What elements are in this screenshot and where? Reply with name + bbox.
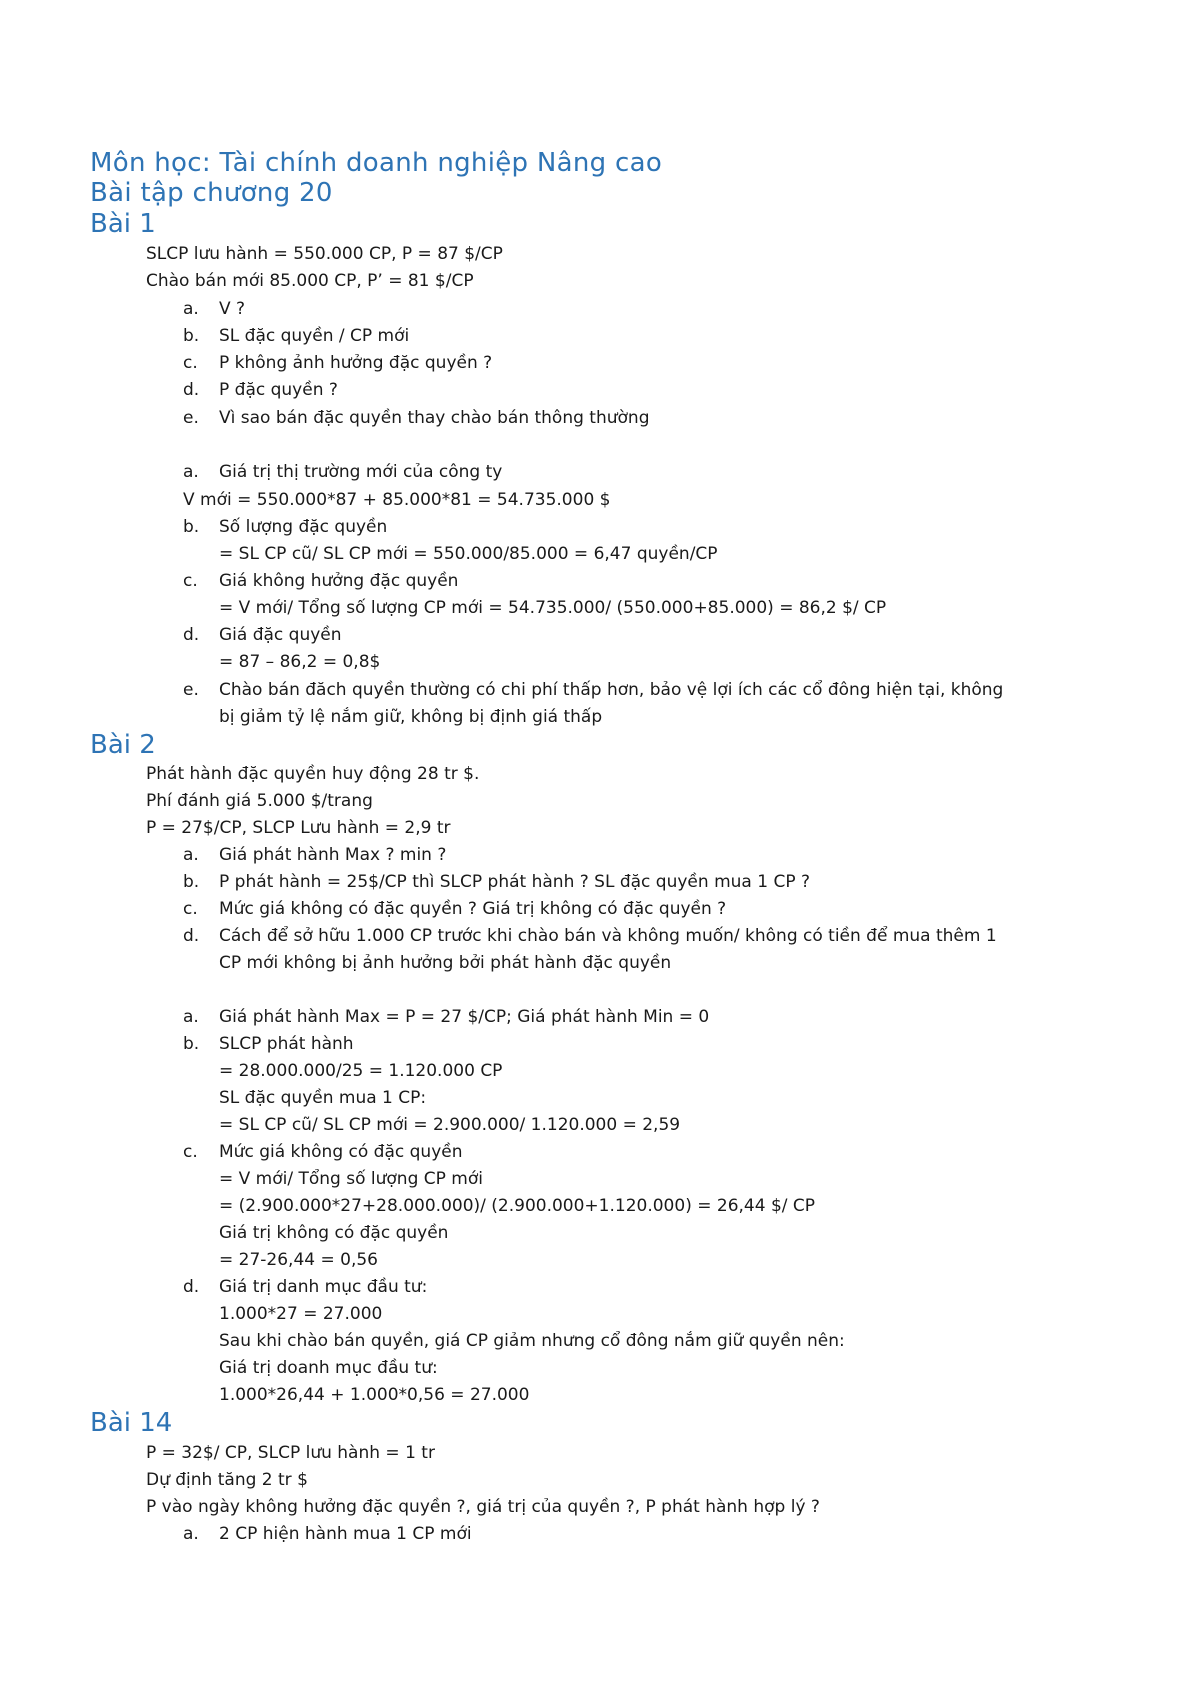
document-title: Môn học: Tài chính doanh nghiệp Nâng cao — [90, 148, 663, 178]
bai1-ans-d-calc: = 87 – 86,2 = 0,8$ — [219, 652, 381, 672]
bai1-ans-b-calc: = SL CP cũ/ SL CP mới = 550.000/85.000 = 6,47 quyền/CP — [219, 544, 718, 564]
bai2-given-1: Phát hành đặc quyền huy động 28 tr $. — [146, 764, 480, 784]
bai1-ans-a-calc: V mới = 550.000*87 + 85.000*81 = 54.735.000 $ — [183, 490, 611, 510]
bai2-ans-a: Giá phát hành Max = P = 27 $/CP; Giá phát hành Min = 0 — [219, 1007, 710, 1027]
bai1-ans-b-title: Số lượng đặc quyền — [219, 517, 388, 537]
bai2-ans-c-line5: = 27-26,44 = 0,56 — [219, 1250, 378, 1270]
bai1-heading: Bài 1 — [90, 209, 156, 239]
bai2-q-c-label: c. — [183, 899, 198, 919]
bai1-ans-c-calc: = V mới/ Tổng số lượng CP mới = 54.735.000/ (550.000+85.000) = 86,2 $/ CP — [219, 598, 887, 618]
bai2-q-a: Giá phát hành Max ? min ? — [219, 845, 447, 865]
bai2-ans-c-line3: = (2.900.000*27+28.000.000)/ (2.900.000+1.120.000) = 26,44 $/ CP — [219, 1196, 816, 1216]
bai1-ans-c-title: Giá không hưởng đặc quyền — [219, 571, 459, 591]
bai2-q-d-label: d. — [183, 926, 200, 946]
bai1-q-e: Vì sao bán đặc quyền thay chào bán thông thường — [219, 408, 650, 428]
bai2-ans-d-line2: 1.000*27 = 27.000 — [219, 1304, 383, 1324]
bai1-ans-b-label: b. — [183, 517, 200, 537]
bai1-given-1: SLCP lưu hành = 550.000 CP, P = 87 $/CP — [146, 244, 503, 264]
bai2-ans-d-line1: Giá trị danh mục đầu tư: — [219, 1277, 428, 1297]
bai2-ans-b-line2: = 28.000.000/25 = 1.120.000 CP — [219, 1061, 503, 1081]
bai2-ans-d-label: d. — [183, 1277, 200, 1297]
bai1-ans-d-title: Giá đặc quyền — [219, 625, 342, 645]
bai2-ans-d-line3: Sau khi chào bán quyền, giá CP giảm nhưng cổ đông nắm giữ quyền nên: — [219, 1331, 845, 1351]
document-subtitle: Bài tập chương 20 — [90, 178, 333, 208]
bai1-q-a: V ? — [219, 299, 246, 319]
bai14-a-label: a. — [183, 1524, 199, 1544]
bai1-ans-e-line2: bị giảm tỷ lệ nắm giữ, không bị định giá thấp — [219, 707, 603, 727]
bai2-ans-b-line1: SLCP phát hành — [219, 1034, 354, 1054]
bai2-ans-b-label: b. — [183, 1034, 200, 1054]
bai2-ans-a-label: a. — [183, 1007, 199, 1027]
bai1-q-d: P đặc quyền ? — [219, 380, 338, 400]
bai1-q-c-label: c. — [183, 353, 198, 373]
bai2-ans-c-label: c. — [183, 1142, 198, 1162]
bai1-q-b: SL đặc quyền / CP mới — [219, 326, 410, 346]
bai2-ans-b-line3: SL đặc quyền mua 1 CP: — [219, 1088, 427, 1108]
bai14-given-1: P = 32$/ CP, SLCP lưu hành = 1 tr — [146, 1443, 435, 1463]
bai2-ans-c-line4: Giá trị không có đặc quyền — [219, 1223, 449, 1243]
bai2-q-d-line2: CP mới không bị ảnh hưởng bởi phát hành đặc quyền — [219, 953, 672, 973]
bai2-ans-c-line1: Mức giá không có đặc quyền — [219, 1142, 463, 1162]
bai14-given-2: Dự định tăng 2 tr $ — [146, 1470, 308, 1490]
bai2-q-b-label: b. — [183, 872, 200, 892]
bai1-ans-a-title: Giá trị thị trường mới của công ty — [219, 462, 503, 482]
bai1-q-a-label: a. — [183, 299, 199, 319]
bai2-given-2: Phí đánh giá 5.000 $/trang — [146, 791, 373, 811]
bai1-q-e-label: e. — [183, 408, 199, 428]
bai2-ans-b-line4: = SL CP cũ/ SL CP mới = 2.900.000/ 1.120.000 = 2,59 — [219, 1115, 681, 1135]
bai2-q-b: P phát hành = 25$/CP thì SLCP phát hành ? SL đặc quyền mua 1 CP ? — [219, 872, 810, 892]
bai2-q-d: Cách để sở hữu 1.000 CP trước khi chào bán và không muốn/ không có tiền để mua thêm 1 — [219, 926, 997, 946]
bai1-ans-e-label: e. — [183, 680, 199, 700]
bai1-q-d-label: d. — [183, 380, 200, 400]
bai1-ans-d-label: d. — [183, 625, 200, 645]
bai2-given-3: P = 27$/CP, SLCP Lưu hành = 2,9 tr — [146, 818, 451, 838]
bai14-heading: Bài 14 — [90, 1408, 173, 1438]
bai1-ans-e-line1: Chào bán đăch quyền thường có chi phí thấp hơn, bảo vệ lợi ích các cổ đông hiện tại, không — [219, 680, 1004, 700]
bai2-ans-d-line5: 1.000*26,44 + 1.000*0,56 = 27.000 — [219, 1385, 530, 1405]
bai1-q-c: P không ảnh hưởng đặc quyền ? — [219, 353, 493, 373]
bai2-ans-d-line4: Giá trị doanh mục đầu tư: — [219, 1358, 438, 1378]
bai1-ans-c-label: c. — [183, 571, 198, 591]
bai2-q-c: Mức giá không có đặc quyền ? Giá trị không có đặc quyền ? — [219, 899, 727, 919]
bai14-given-3: P vào ngày không hưởng đặc quyền ?, giá trị của quyền ?, P phát hành hợp lý ? — [146, 1497, 820, 1517]
bai2-heading: Bài 2 — [90, 730, 156, 760]
bai2-q-a-label: a. — [183, 845, 199, 865]
bai2-ans-c-line2: = V mới/ Tổng số lượng CP mới — [219, 1169, 483, 1189]
bai14-a-text: 2 CP hiện hành mua 1 CP mới — [219, 1524, 472, 1544]
bai1-given-2: Chào bán mới 85.000 CP, P’ = 81 $/CP — [146, 271, 474, 291]
bai1-q-b-label: b. — [183, 326, 200, 346]
bai1-ans-a-label: a. — [183, 462, 199, 482]
